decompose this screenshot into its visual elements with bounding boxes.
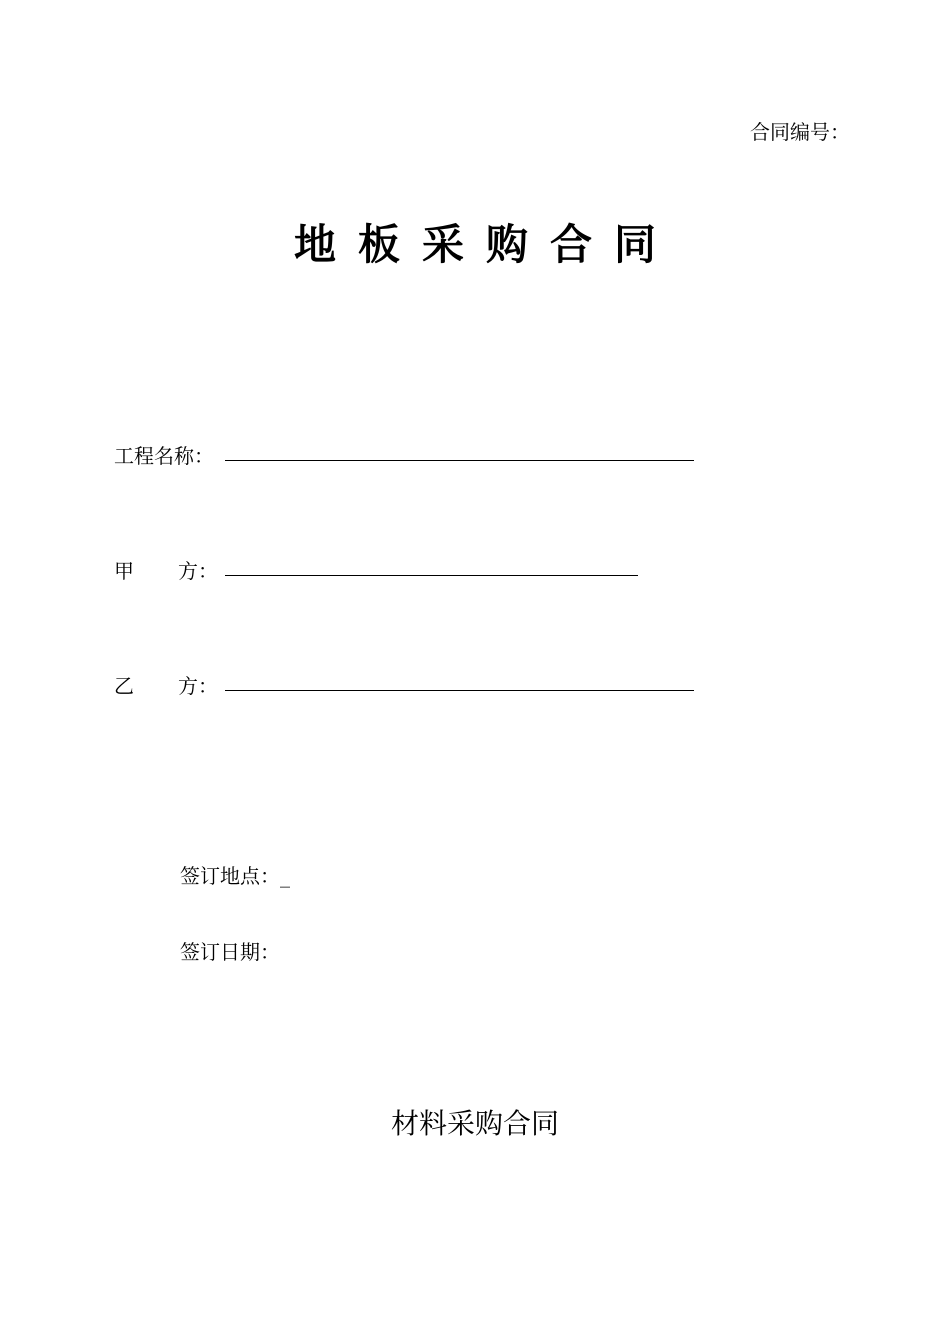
contract-number-label: 合同编号： xyxy=(750,120,850,144)
party-b-blank-line xyxy=(225,690,694,691)
party-b-suffix: 方： xyxy=(178,674,218,698)
footer-subtitle: 材料采购合同 xyxy=(390,1107,559,1140)
signing-place-label: 签订地点：_ xyxy=(180,864,290,888)
party-a-char: 甲 xyxy=(114,559,134,583)
signing-date-label: 签订日期： xyxy=(180,940,280,964)
party-b-label xyxy=(114,670,218,699)
party-a-blank-line xyxy=(225,575,638,576)
document-title: 地板采购合同 xyxy=(293,220,678,269)
project-name-label: 工程名称： xyxy=(114,444,214,468)
party-a-label xyxy=(114,555,218,584)
party-a-suffix: 方： xyxy=(178,559,218,583)
project-name-blank-line xyxy=(225,460,694,461)
party-b-char: 乙 xyxy=(114,674,134,698)
